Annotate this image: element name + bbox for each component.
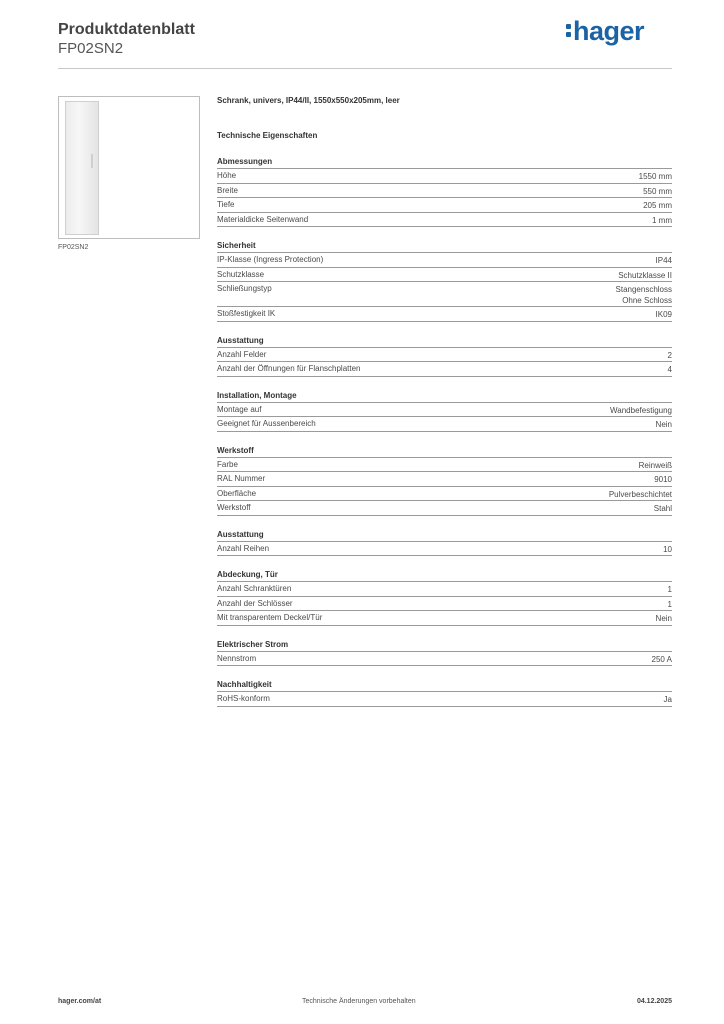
spec-label: Stoßfestigkeit IK [217, 309, 276, 318]
spec-value [656, 419, 672, 430]
spec-row [217, 582, 672, 597]
spec-value [656, 255, 672, 266]
section-title: Werkstoff [217, 444, 672, 458]
section-title: Elektrischer Strom [217, 638, 672, 652]
spec-label: Anzahl der Öffnungen für Flanschplatten [217, 364, 361, 373]
spec-row [217, 282, 672, 307]
product-code: FP02SN2 [58, 40, 124, 57]
document-header [58, 20, 195, 58]
spec-row [217, 611, 672, 626]
spec-row [217, 458, 672, 473]
spec-section [217, 528, 672, 557]
spec-row [217, 362, 672, 377]
spec-value-line: Nein [655, 420, 672, 429]
spec-value-line: 205 mm [643, 201, 672, 210]
spec-value-line: Stangenschloss [615, 285, 672, 294]
spec-label: Geeignet für Aussenbereich [217, 419, 316, 428]
spec-section [217, 444, 672, 516]
spec-row [217, 169, 672, 184]
spec-label: Anzahl Schranktüren [217, 584, 292, 593]
spec-sections [217, 155, 672, 707]
spec-row [217, 253, 672, 268]
spec-section [217, 678, 672, 707]
spec-label: Werkstoff [217, 503, 251, 512]
spec-label: Breite [217, 185, 238, 195]
spec-value-line: 250 A [651, 654, 672, 664]
spec-row [217, 213, 672, 228]
spec-value-line: 9010 [654, 475, 672, 484]
product-description: Schrank, univers, IP44/II, 1550x550x205mm, leer [217, 96, 400, 105]
spec-value [639, 171, 672, 182]
cabinet-illustration [65, 101, 99, 235]
spec-value [654, 503, 672, 514]
spec-value-line: 10 [663, 544, 672, 554]
spec-label: Anzahl Reihen [217, 543, 270, 553]
page-title: Produktdatenblatt [58, 21, 195, 38]
tech-properties-heading: Technische Eigenschaften [217, 131, 318, 140]
spec-value [663, 544, 672, 555]
spec-value [610, 405, 672, 416]
spec-value-line: Ja [663, 695, 672, 704]
logo-dots-icon [566, 21, 572, 39]
section-title: Abmessungen [217, 155, 672, 169]
spec-value [609, 489, 672, 500]
spec-row [217, 542, 672, 557]
spec-value-line: Pulverbeschichtet [608, 489, 672, 499]
image-caption: FP02SN2 [58, 244, 89, 251]
spec-value [652, 654, 672, 665]
footer-website: hager.com/at [58, 998, 102, 1005]
spec-value [668, 599, 672, 610]
spec-value [643, 200, 672, 211]
section-title: Nachhaltigkeit [217, 678, 672, 692]
spec-value [639, 460, 672, 471]
spec-label: Höhe [217, 171, 237, 180]
spec-row [217, 348, 672, 363]
spec-label: Montage auf [217, 404, 262, 414]
spec-section [217, 568, 672, 626]
spec-value-line: Nein [655, 614, 672, 623]
spec-section [217, 155, 672, 227]
spec-content [217, 96, 672, 707]
spec-value [668, 584, 672, 595]
spec-label: Schutzklasse [217, 269, 265, 279]
spec-label: Anzahl Felder [217, 349, 267, 359]
spec-row [217, 501, 672, 516]
spec-value-line: 2 [667, 350, 672, 360]
spec-value-line: 550 mm [643, 186, 672, 196]
spec-section [217, 334, 672, 377]
section-title: Sicherheit [217, 239, 672, 253]
spec-label: RAL Nummer [217, 474, 266, 483]
header-divider [58, 68, 672, 69]
spec-label: RoHS-konform [217, 694, 270, 703]
spec-label: Materialdicke Seitenwand [217, 214, 309, 224]
spec-label: IP-Klasse (Ingress Protection) [217, 255, 324, 264]
spec-value-line: 1 [667, 599, 672, 609]
spec-row [217, 403, 672, 418]
spec-label: Tiefe [217, 200, 235, 209]
spec-value [668, 350, 672, 361]
spec-row [217, 652, 672, 667]
spec-row [217, 268, 672, 283]
spec-label: Nennstrom [217, 653, 257, 663]
spec-label: Schließungstyp [217, 284, 272, 293]
spec-value [656, 613, 672, 624]
spec-value [664, 694, 672, 705]
spec-section [217, 239, 672, 322]
spec-label: Anzahl der Schlösser [217, 598, 293, 608]
spec-value-line: 1550 mm [638, 172, 672, 181]
section-title: Installation, Montage [217, 389, 672, 403]
spec-value [618, 270, 672, 281]
spec-value-line: Schutzklasse II [618, 270, 672, 280]
spec-row [217, 597, 672, 612]
spec-value-line: 1 [667, 585, 672, 594]
footer-disclaimer: Technische Änderungen vorbehalten [302, 998, 416, 1005]
spec-value-line: Wandbefestigung [610, 405, 672, 415]
spec-value-line: IK09 [655, 310, 672, 319]
spec-row [217, 184, 672, 199]
spec-row [217, 472, 672, 487]
spec-label: Oberfläche [217, 488, 257, 498]
spec-section [217, 389, 672, 432]
spec-value-line: 1 mm [652, 215, 672, 225]
spec-value-line: 4 [667, 365, 672, 374]
section-title: Abdeckung, Tür [217, 568, 672, 582]
section-title: Ausstattung [217, 528, 672, 542]
spec-value [643, 186, 672, 197]
brand-logo [566, 16, 644, 47]
spec-value-line: Ohne Schloss [622, 296, 672, 305]
footer-date: 04.12.2025 [636, 998, 672, 1005]
spec-value-line: Reinweiß [638, 460, 672, 470]
spec-value [652, 215, 672, 226]
spec-value [668, 364, 672, 375]
spec-row [217, 307, 672, 322]
section-title: Ausstattung [217, 334, 672, 348]
spec-label: Farbe [217, 459, 238, 469]
spec-value [654, 474, 672, 485]
spec-value [616, 284, 672, 306]
spec-value [656, 309, 672, 320]
spec-value-line: Stahl [653, 504, 672, 513]
spec-row [217, 692, 672, 707]
spec-row [217, 417, 672, 432]
spec-row [217, 198, 672, 213]
spec-value-line: IP44 [655, 256, 672, 265]
spec-label: Mit transparentem Deckel/Tür [217, 613, 323, 622]
spec-section [217, 638, 672, 667]
logo-text: hager [573, 16, 645, 46]
spec-row [217, 487, 672, 502]
product-image [58, 96, 200, 239]
